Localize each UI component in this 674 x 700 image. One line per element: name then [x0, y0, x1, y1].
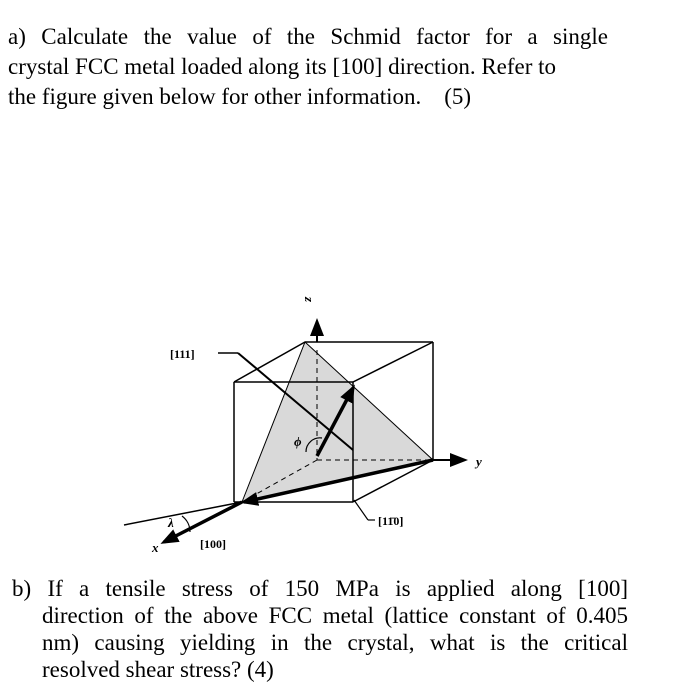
question-a-marks: (5)	[444, 84, 472, 109]
question-a-line-1: a) Calculate the value of the Schmid factor for a single	[8, 24, 608, 49]
x-axis-label: x	[152, 540, 159, 555]
x-axis-line	[124, 502, 242, 525]
dir-1-10-label: [11̄0]	[378, 514, 404, 528]
dir-100-arrow	[164, 502, 242, 542]
question-a-line-2: crystal FCC metal loaded along its [100] direction. Refer to	[8, 54, 557, 79]
question-a	[8, 22, 608, 112]
crystal-figure	[110, 280, 530, 570]
crystal-diagram	[110, 280, 530, 570]
lambda-label: λ	[168, 515, 174, 530]
question-b	[12, 575, 628, 683]
y-axis-label: y	[476, 454, 482, 469]
dir-100-label: [100]	[200, 537, 226, 551]
dir-111-label: [111]	[170, 347, 195, 361]
dir-1-10-leader	[354, 500, 368, 520]
question-b-line-3: nm) causing yielding in the crystal, what is the critical	[42, 630, 628, 655]
slip-plane	[242, 342, 433, 502]
question-b-line-1: b) If a tensile stress of 150 MPa is applied along [100]	[12, 576, 628, 601]
phi-label: ϕ	[294, 434, 302, 449]
question-b-line-2: direction of the above FCC metal (lattice constant of 0.405	[42, 603, 628, 628]
question-a-line-3	[8, 82, 608, 112]
question-b-line-4: resolved shear stress? (4)	[42, 657, 274, 682]
question-a-line-3-text: the figure given below for other information.	[8, 84, 422, 109]
z-axis-label: z	[302, 297, 317, 303]
